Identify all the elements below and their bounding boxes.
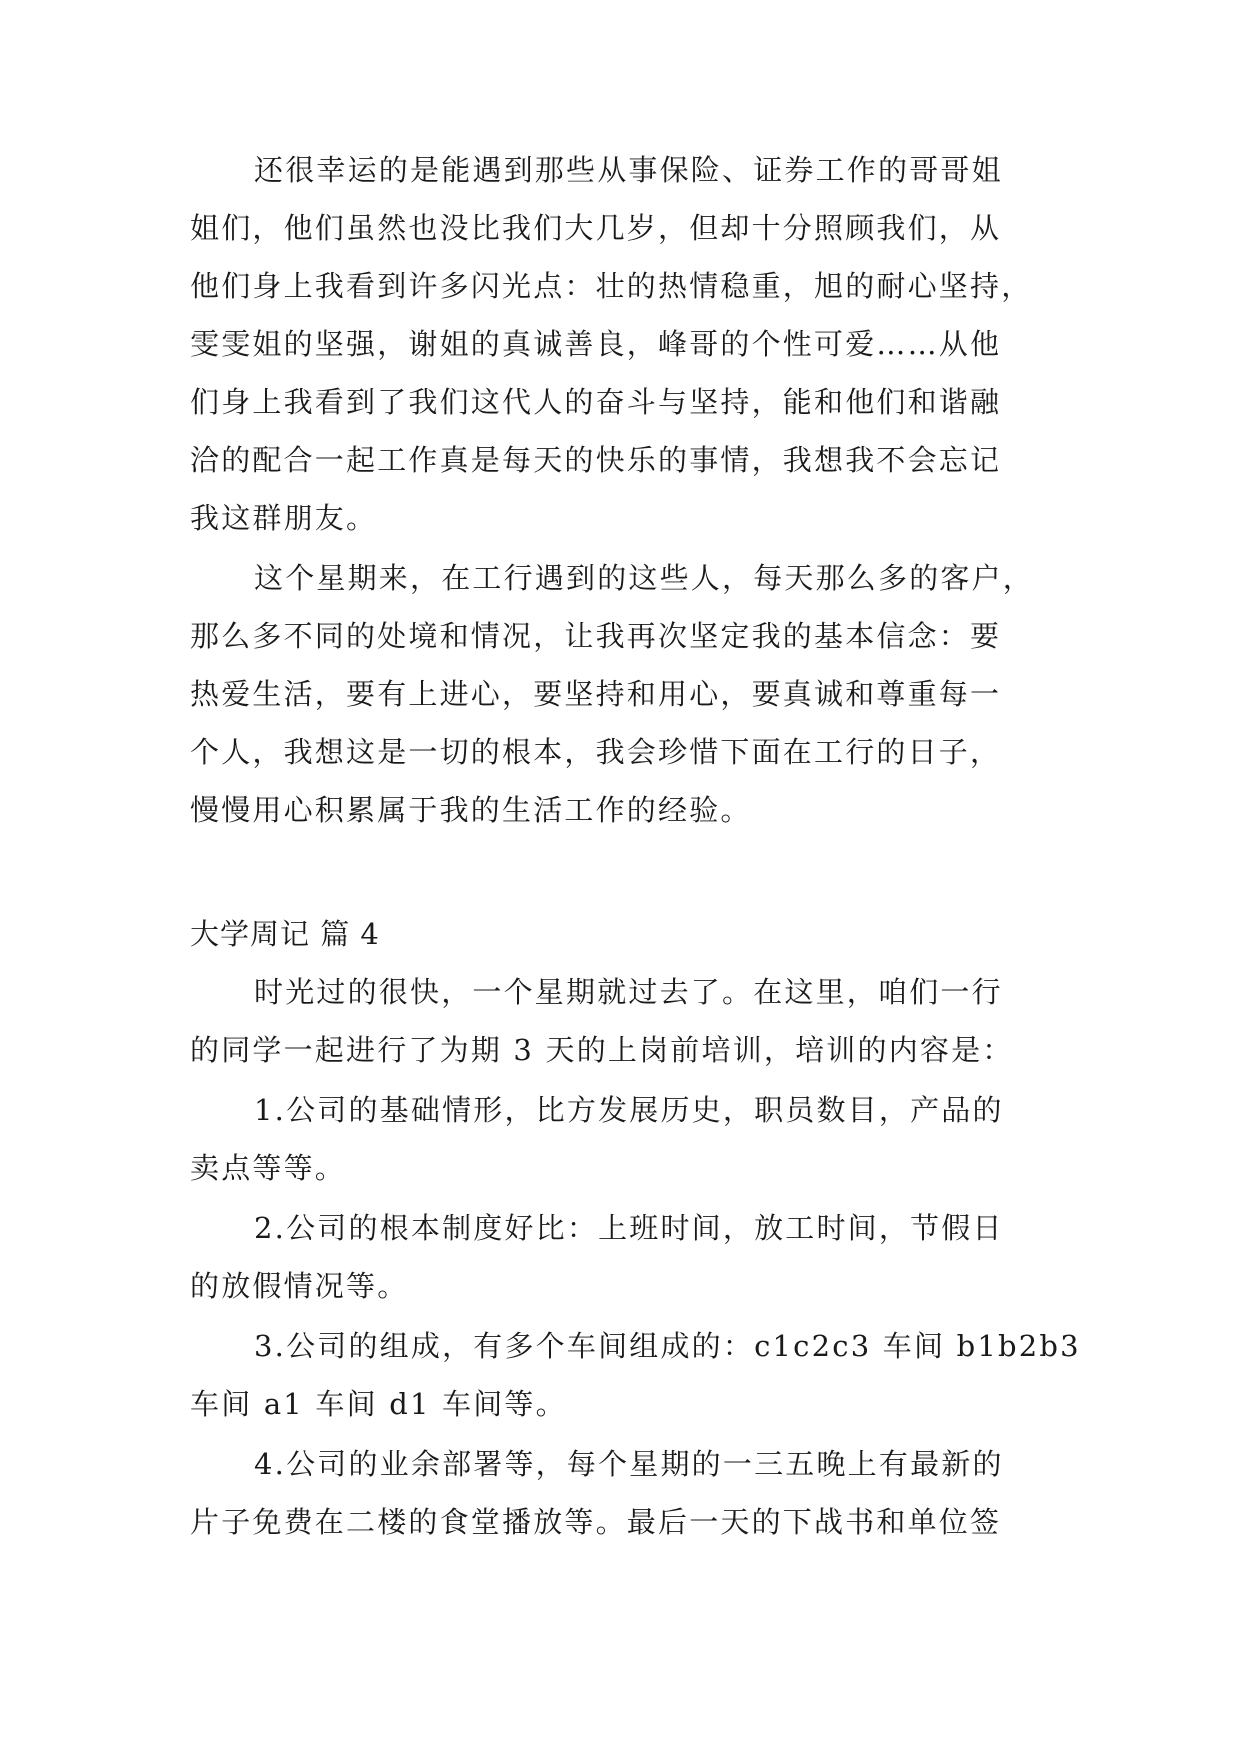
text-line: 雯雯姐的坚强，谢姐的真诚善良，峰哥的个性可爱……从他 — [190, 327, 1002, 361]
text-line: 那么多不同的处境和情况，让我再次坚定我的基本信念：要 — [190, 619, 1002, 653]
text-line: 个人，我想这是一切的根本，我会珍惜下面在工行的日子， — [190, 735, 1002, 769]
text-line: 他们身上我看到许多闪光点：壮的热情稳重，旭的耐心坚持， — [190, 269, 1033, 303]
section-title: 大学周记 篇 4 — [190, 917, 380, 951]
text-line: 姐们，他们虽然也没比我们大几岁，但却十分照顾我们，从 — [190, 211, 1002, 245]
text-line: 慢慢用心积累属于我的生活工作的经验。 — [190, 793, 752, 827]
text-line: 的同学一起进行了为期 3 天的上岗前培训，培训的内容是： — [190, 1033, 1014, 1067]
text-line: 洽的配合一起工作真是每天的快乐的事情，我想我不会忘记 — [190, 443, 1002, 477]
text-line: 1.公司的基础情形，比方发展历史，职员数目，产品的 — [254, 1093, 1004, 1127]
text-line: 我这群朋友。 — [190, 501, 378, 535]
text-line: 时光过的很快，一个星期就过去了。在这里，咱们一行 — [254, 975, 1003, 1009]
text-line: 片子免费在二楼的食堂播放等。最后一天的下战书和单位签 — [190, 1505, 1002, 1539]
text-line: 热爱生活，要有上进心，要坚持和用心，要真诚和尊重每一 — [190, 677, 1002, 711]
text-line: 卖点等等。 — [190, 1151, 347, 1185]
text-line: 车间 a1 车间 d1 车间等。 — [190, 1387, 567, 1421]
text-line: 4.公司的业余部署等，每个星期的一三五晚上有最新的 — [254, 1447, 1004, 1481]
text-line: 们身上我看到了我们这代人的奋斗与坚持，能和他们和谐融 — [190, 385, 1002, 419]
text-line: 3.公司的组成，有多个车间组成的：c1c2c3 车间 b1b2b3 — [254, 1329, 1081, 1363]
text-line: 还很幸运的是能遇到那些从事保险、证券工作的哥哥姐 — [254, 153, 1003, 187]
text-line: 的放假情况等。 — [190, 1269, 409, 1303]
text-line: 2.公司的根本制度好比：上班时间，放工时间，节假日 — [254, 1211, 1004, 1245]
text-line: 这个星期来，在工行遇到的这些人，每天那么多的客户， — [254, 561, 1035, 595]
